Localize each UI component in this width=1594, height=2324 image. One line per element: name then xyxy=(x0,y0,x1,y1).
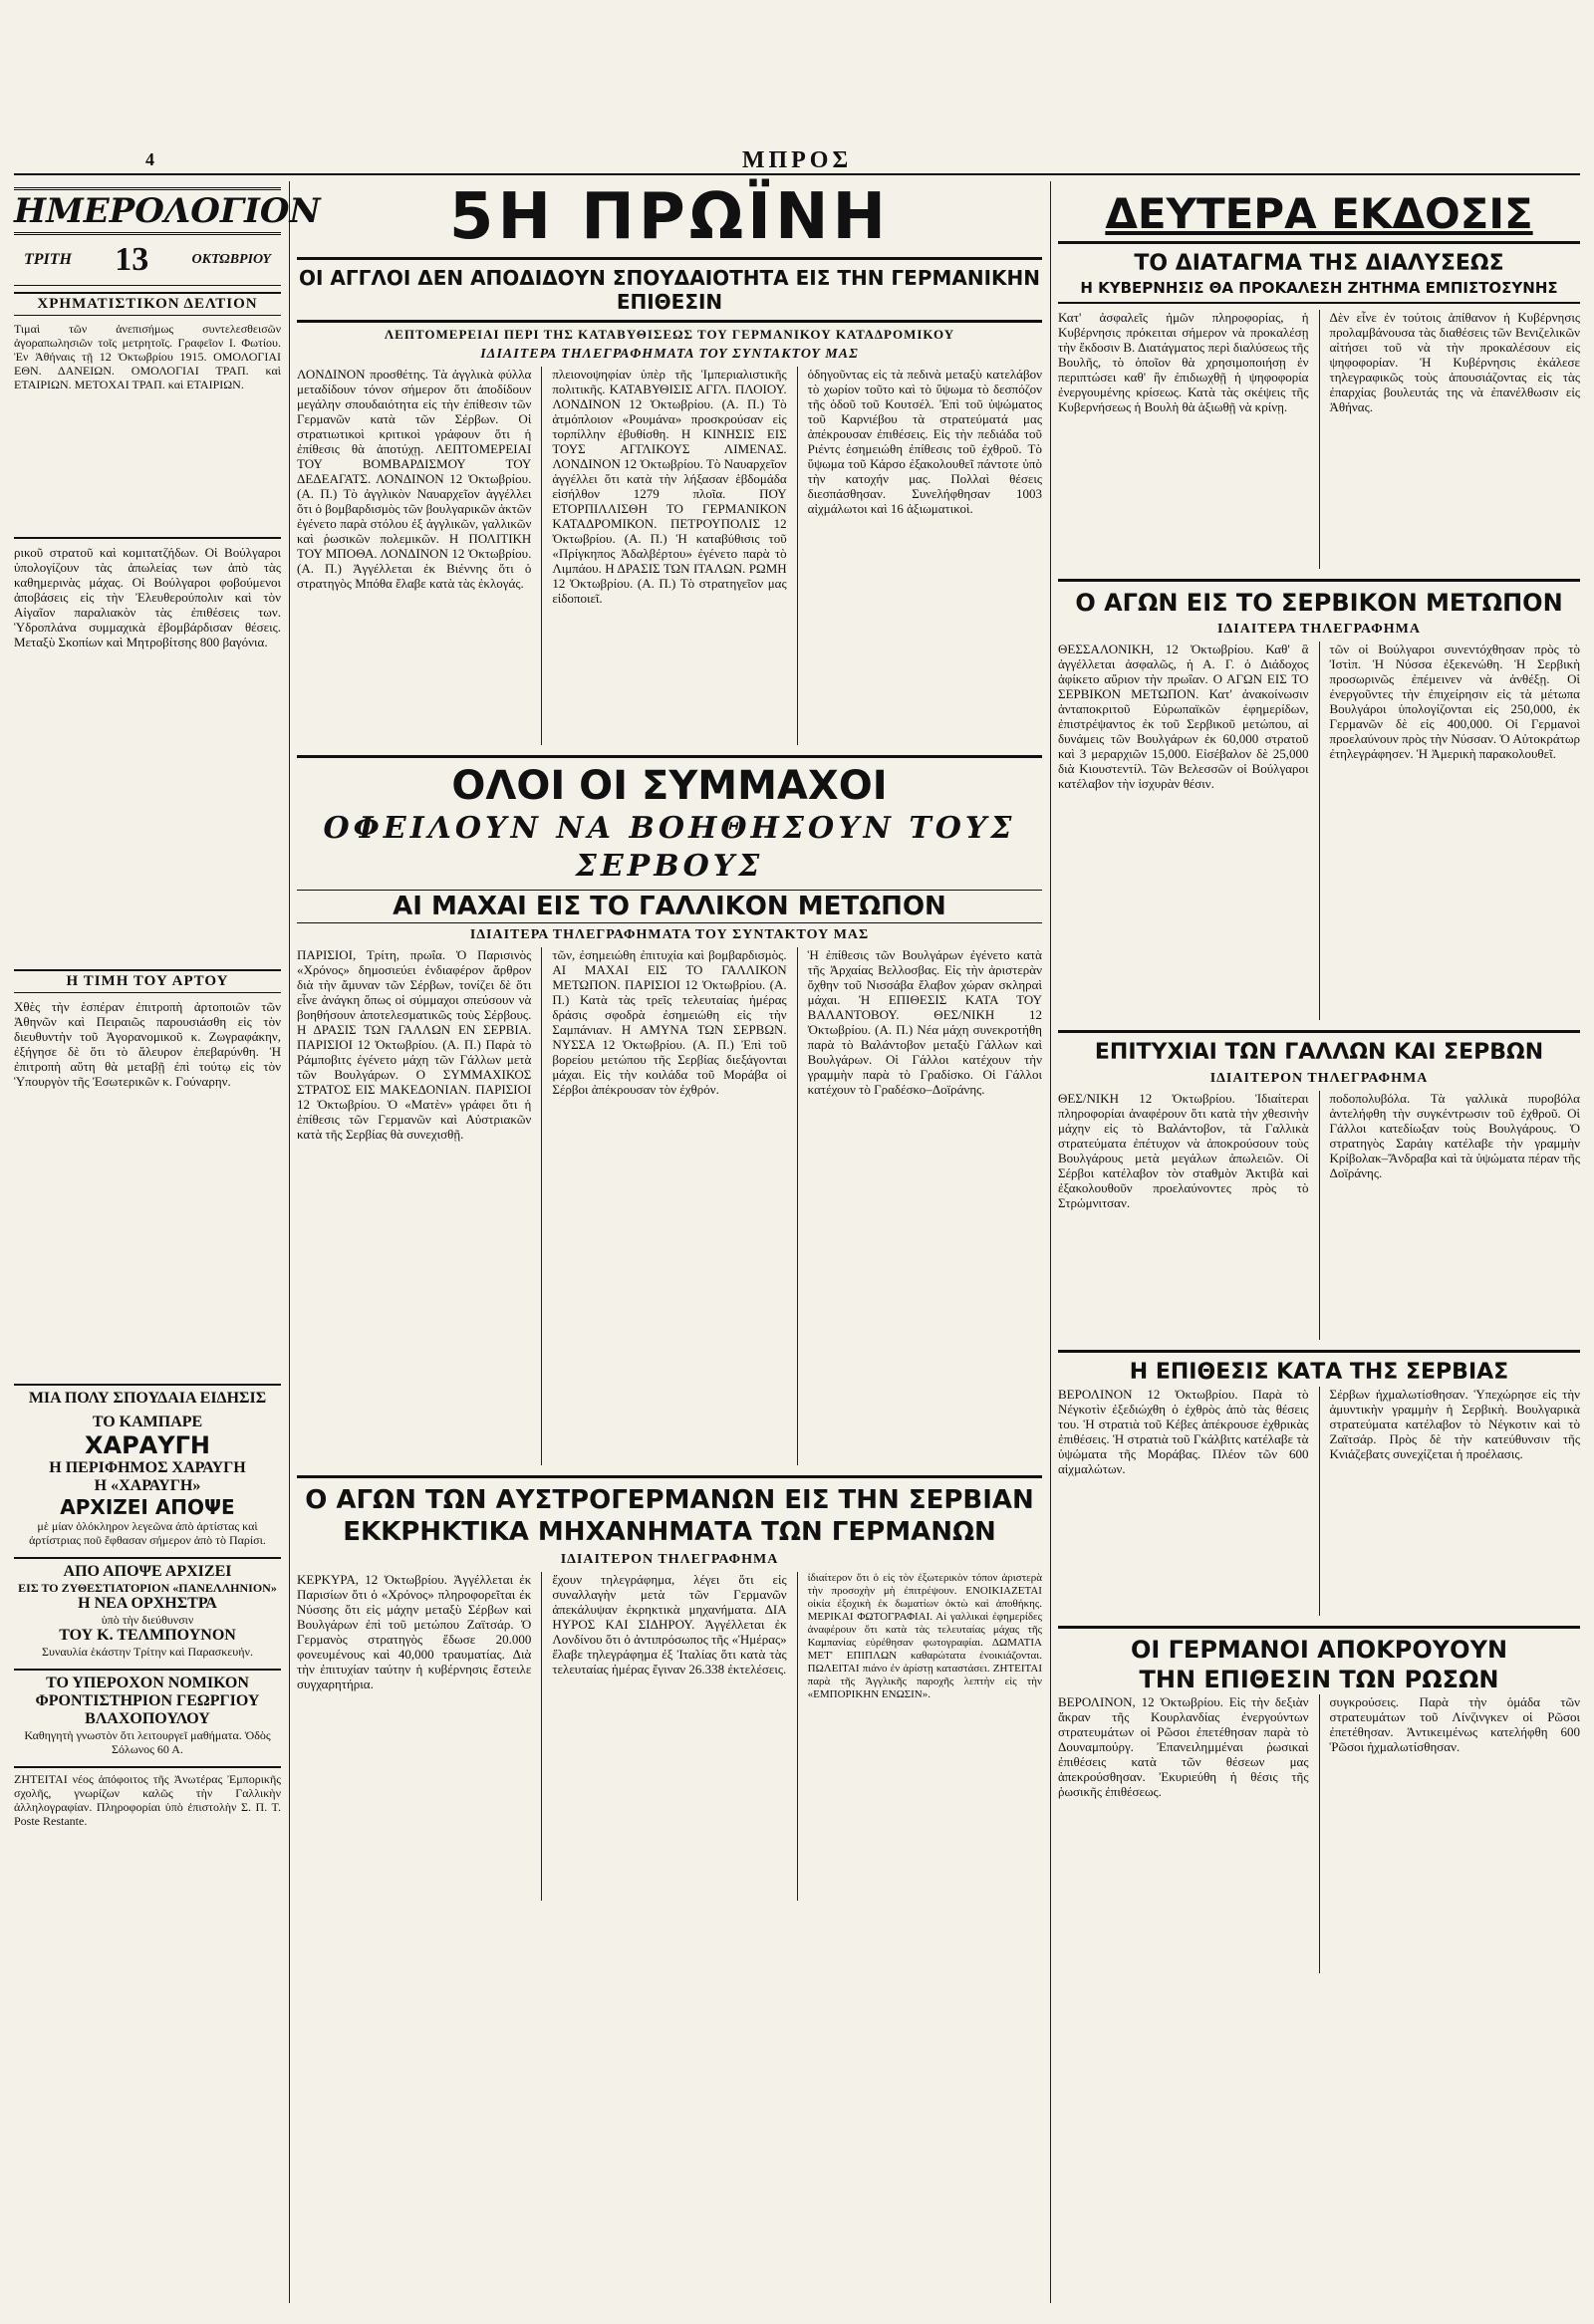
ad-line: ΕΙΣ ΤΟ ΖΥΘΕΣΤΙΑΤΟΡΙΟΝ «ΠΑΝΕΛΛΗΝΙΟΝ» xyxy=(18,1581,277,1595)
story-column: τῶν, ἐσημειώθη ἐπιτυχία καὶ βομβαρδισμὸς. ΑΙ ΜΑΧΑΙ ΕΙΣ ΤΟ ΓΑΛΛΙΚΟΝ ΜΕΤΩΠΟΝ. ΠΑΡΙΣΙΟΙ 12 Ὀκτωβρίου. (Α. Π.) Κατὰ τὰς τρεῖς τελευταίας ἡμέρας δράσις σφοδρὰ ἐσημειώθη εἰς τὴν Σαμπάνιαν. Η ΑΜΥΝΑ ΤΩΝ ΣΕΡΒΩΝ. ΝΥΣΣΑ 12 Ὀκτωβρίου. (Α. Π.) Ἐπὶ τοῦ βορείου μετώπου τῆς Σερβίας διεξάγονται μάχαι. Εἰς τὴν κοιλάδα τοῦ Μοράβα οἱ Σέρβοι ἀπέκρουσαν τὸν ἐχθρόν. xyxy=(552,947,787,1097)
story-column: ΛΟΝΔΙΝΟΝ προσθέτης. Τὰ ἀγγλικὰ φύλλα μεταδίδουν τόνον σήμερον ὅτι ἀποδίδουν μεγάλην σπουδαιότητα εἰς τὴν ἐπίθεσιν τῶν Γερμανῶν κατὰ τῶν Σέρβων. Οἱ στρατιωτικοὶ κριτικοὶ γράφουν ὅτι ἡ ἐπίθεσις θὰ ἀποτύχῃ. ΛΕΠΤΟΜΕΡΕΙΑΙ ΤΟΥ ΒΟΜΒΑΡΔΙΣΜΟΥ ΤΟΥ ΔΕΔΕΑΓΑΤΣ. ΛΟΝΔΙΝΟΝ 12 Ὀκτωβρίου. (Α. Π.) Τὸ ἀγγλικὸν Ναυαρχεῖον ἀγγέλλει ὅτι ὁ βομβαρδισμὸς τῶν βουλγαρικῶν ἀκτῶν ἐγένετο παρὰ στόλου ἐξ ἀγγλικῶν, γαλλικῶν καὶ ῥωσικῶν πολεμικῶν. Η ΠΟΛΙΤΙΚΗ ΤΟΥ ΜΠΟΘΑ. ΛΟΝΔΙΝΟΝ 12 Ὀκτωβρίου. (Α. Π.) Ἀγγέλλεται ἐκ Βιέννης ὅτι ὁ στρατηγὸς Μπόθα ἔλαβε κατὰ τὰς ἐκλογάς. xyxy=(297,367,532,591)
headline-3b: ΕΚΚΡΗΚΤΙΚΑ ΜΗΧΑΝΗΜΑΤΑ ΤΩΝ ΓΕΡΜΑΝΩΝ xyxy=(343,1517,996,1547)
date-day: ΤΡΙΤΗ xyxy=(24,251,72,268)
middle-section xyxy=(297,181,1042,2303)
story-column: Σέρβων ἠχμαλωτίσθησαν. Ὑπεχώρησε εἰς τὴν ἀμυντικὴν γραμμὴν ἡ Σερβικὴ. Βουλγαρικὰ στρατεύματα κατέλαβον τὸ Νέγκοτιν καὶ τὸ Ζαϊτσάρ. Πρὸς δὲ τὴν κατεύθυνσιν τῆς Κνιάζεβατς συνεχίζεται ἡ προέλασις. xyxy=(1329,1387,1580,1461)
telegram-line: ΙΔΙΑΙΤΕΡΟΝ ΤΗΛΕΓΡΑΦΗΜΑ xyxy=(560,1552,779,1567)
headline-1: ΟΙ ΑΓΓΛΟΙ ΔΕΝ ΑΠΟΔΙΔΟΥΝ ΣΠΟΥΔΑΙΟΤΗΤΑ ΕΙΣ ΤΗΝ ΓΕΡΜΑΝΙΚΗΝ ΕΠΙΘΕΣΙΝ xyxy=(298,266,1041,314)
right-headline-3: ΕΠΙΤΥΧΙΑΙ ΤΩΝ ΓΑΛΛΩΝ ΚΑΙ ΣΕΡΒΩΝ xyxy=(1094,1040,1544,1065)
telegram-line: ΙΔΙΑΙΤΕΡΑ ΤΗΛΕΓΡΑΦΗΜΑΤΑ ΤΟΥ ΣΥΝΤΑΚΤΟΥ ΜΑΣ xyxy=(469,927,870,942)
ad-line: ΤΟΥ Κ. ΤΕΛΜΠΟΥΝΟΝ xyxy=(59,1627,236,1644)
subheadline-1: ΛΕΠΤΟΜΕΡΕΙΑΙ ΠΕΡΙ ΤΗΣ ΚΑΤΑΒΥΘΙΣΕΩΣ ΤΟΥ ΓΕΡΜΑΝΙΚΟΥ ΚΑΤΑΔΡΟΜΙΚΟΥ xyxy=(384,327,955,342)
story-column: ΘΕΣΣΑΛΟΝΙΚΗ, 12 Ὀκτωβρίου. Καθ' ἃ ἀγγέλλεται ἀσφαλῶς, ἡ Α. Γ. ὁ Διάδοχος ἀφίκετο αὔριον τὴν πρωΐαν. Ο ΑΓΩΝ ΕΙΣ ΤΟ ΣΕΡΒΙΚΟΝ ΜΕΤΩΠΟΝ. Κατ' ἀνακοίνωσιν ἀνταποκριτοῦ Εὐρωπαϊκῶν ἐφημερίδων, ἐπιστρέψαντος ἐκ τοῦ Σερβικοῦ μετώπου, αἱ δυνάμεις τῶν Βουλγάρων ἐκ 60,000 στρατοῦ καὶ 3 μεραρχιῶν 15,000. Εἰσέβαλον δὲ 25,000 διὰ Κιουστεντίλ. Τῶν Βελεσσῶν οἱ Βούλγαροι κατέλαβον τὴν ἰσχυρὰν θέσιν. xyxy=(1058,642,1309,791)
ad-line: Η ΠΕΡΙΦΗΜΟΣ ΧΑΡΑΥΓΗ xyxy=(49,1459,246,1476)
story-column: συγκρούσεις. Παρὰ τὴν ὁμάδα τῶν στρατευμάτων τοῦ Λίνζινγκεν οἱ Ρῶσοι ἐπετέθησαν. Ἀντικειμένως κατελήφθη 600 Ῥῶσοι ἠχμαλωτίσθησαν. xyxy=(1329,1694,1580,1754)
right-story-5 xyxy=(1058,1694,1580,1973)
right-headline-1: ΤΟ ΔΙΑΤΑΓΜΑ ΤΗΣ ΔΙΑΛΥΣΕΩΣ xyxy=(1134,251,1504,276)
cabaret-ad xyxy=(14,1384,281,1551)
story-column: Κατ' ἀσφαλεῖς ἡμῶν πληροφορίας, ἡ Κυβέρνησις πρόκειται σήμερον νὰ προκαλέσῃ τὴν ἔκδοσιν Β. Διατάγματος περὶ διαλύσεως τῆς Βουλῆς, τὸ ὁποῖον θὰ χρησιμοποιήσῃ ἐν περιπτώσει καθ' ἣν ἐπιδιωχθῇ ἡ ψηφοφορία ἐνεργουμένης κρίσεως. Κατὰ τὰς σκέψεις τῆς Κυβερνήσεως ἡ Βουλὴ θὰ ἀξιωθῇ νὰ κρίνῃ. xyxy=(1058,310,1309,414)
telegram-line: ΙΔΙΑΙΤΕΡΟΝ ΤΗΛΕΓΡΑΦΗΜΑ xyxy=(1209,1071,1429,1086)
ad-line: ὑπὸ τὴν διεύθυνσιν xyxy=(101,1613,194,1627)
right-headline-4: Η ΕΠΙΘΕΣΙΣ ΚΑΤΑ ΤΗΣ ΣΕΡΒΙΑΣ xyxy=(1129,1360,1509,1385)
right-headline-5: ΟΙ ΓΕΡΜΑΝΟΙ ΑΠΟΚΡΟΥΟΥΝ xyxy=(1130,1636,1508,1664)
story-column: ποδοπολυβόλα. Τὰ γαλλικὰ πυροβόλα ἀντελήφθη τὴν συγκέντρωσιν τοῦ ἐχθροῦ. Οἱ Γάλλοι κατεδίωξαν τοὺς Βουλγάρους. Ὁ στρατηγὸς Σαράιγ κατέλαβε τὴν γραμμὴν Κρίβολακ–Ἄνδραβα καὶ τὰ ὑψώματα πέραν τῆς Δοϊράνης. xyxy=(1329,1091,1580,1180)
story-column: Ἡ ἐπίθεσις τῶν Βουλγάρων ἐγένετο κατὰ τῆς Ἀρχαίας Βελλοσβας. Εἰς τὴν ἀριστερὰν ὄχθην τοῦ Νισσάβα ἔλαβον χώραν σκληραὶ μάχαι. Ἡ ΕΠΙΘΕΣΙΣ ΚΑΤΑ ΤΟΥ ΒΑΛΑΝΤΟΒΟΥ. ΘΕΣ/ΝΙΚΗ 12 Ὀκτωβρίου. (Α. Π.) Νέα μάχη συνεκροτήθη παρὰ τὸ Βαλάντοβον μεταξὺ Γάλλων καὶ Βουλγάρων. Οἱ Γάλλοι κατέχουν τὴν γραμμὴν παρὰ τὸ Γραδίσκο. Οἱ Γάλλοι κατέχουν τὸ Γραδέσκο–Δοϊράνης. xyxy=(807,947,1042,1097)
date-number: 13 xyxy=(115,241,149,278)
headline-2: ΟΛΟΙ ΟΙ ΣΥΜΜΑΧΟΙ xyxy=(451,763,888,809)
date-month: ΟΚΤΩΒΡΙΟΥ xyxy=(191,252,271,267)
headline-2c: ΑΙ ΜΑΧΑΙ ΕΙΣ ΤΟ ΓΑΛΛΙΚΟΝ ΜΕΤΩΠΟΝ xyxy=(297,890,1042,923)
story-column: ΒΕΡΟΛΙΝΟΝ 12 Ὀκτωβρίου. Παρὰ τὸ Νέγκοτὶν ἐξεδιώχθη ὁ ἐχθρὸς ἀπὸ τὰς θέσεις του. Ἡ στρατιὰ τοῦ Κέβες ἀπέκρουσε ἐχθρικὰς ἐπιθέσεις. Ἡ στρατιὰ τοῦ Γκάλβιτς κατέλαβε τὰ ὑψώματα τῆς Μοράβας. Πλέον τῶν 600 αἰχμαλώτων. xyxy=(1058,1387,1309,1476)
second-edition-heading: ΔΕΥΤΕΡΑ ΕΚΔΟΣΙΣ xyxy=(1105,189,1533,238)
war-text: ρικοῦ στρατοῦ καὶ κομιτατζήδων. Οἱ Βούλγαροι ὑπολογίζουν τὰς ἀπωλείας των ἀπὸ τὰς καθημερινὰς μάχας. Οἱ Βούλγαροι φοβούμενοι ἀποβάσεις εἰς τὴν Ἐλευθερούπολιν καὶ τὸν Αἰγαῖον παραλιακὸν τὰς ἐπιθέσεις των. Ὑδροπλάνα συμμαχικὰ ἐβομβάρδισαν θέσεις. Μεταξὺ Σκοπίων καὶ Μητροβίτσης 800 βαγόνια. xyxy=(14,545,281,649)
masthead xyxy=(14,149,1580,175)
ad-text: ΖΗΤΕΙΤΑΙ νέος ἀπόφοιτος τῆς Ἀνωτέρας Ἐμπορικῆς σχολῆς, γνωρίζων καλῶς τὴν Γαλλικὴν ἀλληλογραφίαν. Πληροφορίαι ὑπὸ ἐπιστολὴν Σ. Π. Τ. Poste Restante. xyxy=(14,1772,281,1828)
ad-text: Συναυλία ἑκάστην Τρίτην καὶ Παρασκευήν. xyxy=(42,1645,253,1659)
bulletin-title: ΧΡΗΜΑΤΙΣΤΙΚΟΝ ΔΕΛΤΙΟΝ xyxy=(14,292,281,316)
ad-title: ΤΟ ΥΠΕΡΟΧΟΝ ΝΟΜΙΚΟΝ ΦΡΟΝΤΙΣΤΗΡΙΟΝ ΓΕΩΡΓΙΟΥ ΒΛΑΧΟΠΟΥΛΟΥ xyxy=(35,1675,260,1727)
column-rule xyxy=(289,181,290,2303)
ad-text: Καθηγητὴ γνωστὸν ὅτι λειτουργεῖ μαθήματα. Ὁδὸς Σόλωνος 60 Α. xyxy=(24,1728,271,1756)
bread-text: Χθὲς τὴν ἑσπέραν ἐπιτροπὴ ἀρτοποιῶν τῶν Ἀθηνῶν καὶ Πειραιῶς παρουσιάσθη εἰς τὸν διευθυντὴν τοῦ Ἀγορανομικοῦ κ. Ζωγραφάκην, ἐξήγησε δὲ ὅτι τὸ ἄλευρον ἐπεβαρύνθη. Ἡ ἐπιτροπὴ αὕτη θὰ μεταβῇ ἐπὶ τούτῳ εἰς τὸν Ὑπουργὸν τῆς Ἐσωτερικῶν κ. Γούναρην. xyxy=(14,999,281,1089)
calendar-title: ΗΜΕΡΟΛΟΓΙΟΝ xyxy=(14,191,321,231)
ad-top: ΑΠΟ ΑΠΟΨΕ ΑΡΧΙΖΕΙ xyxy=(63,1563,232,1580)
ad-big-title: ΧΑΡΑΥΓΗ xyxy=(85,1431,210,1459)
story-column: τῶν οἱ Βούλγαροι συνεντόχθησαν πρὸς τὸ Ἰστὶπ. Ἡ Νύσσα ἐξεκενώθη. Ἡ Σερβικὴ προσωρινῶς ἐπέμεινεν νὰ ἀνθέξῃ. Οἱ ἐνεργοῦντες τὴν ἐπιχείρησιν εἰς τὰ μέτωπα Βουλγάροι ὑπολογίζονται εἰς 250,000, ἐκ Γερμανῶν δὲ εἰς 400,000. Οἱ Γερμανοὶ προελαύνουν πρὸς τὴν Νύσσαν. Ὁ Αὐτοκράτωρ ἐτηλεγράφησεν. Ἡ Ἀμερικὴ παρακολουθεῖ. xyxy=(1329,642,1580,761)
column-rule xyxy=(1050,181,1051,2303)
story-column: ἔχουν τηλεγράφημα, λέγει ὅτι εἰς συναλλαγὴν μετὰ τῶν Γερμανῶν ἀπεκάλυψαν ἐκρηκτικὰ μηχανήματα. ΔΙΑ ΗΥΡΟΣ ΚΑΙ ΣΙΔΗΡΟΥ. Ἀγγέλλεται ἐκ Λονδίνου ὅτι ὁ ἀντιπρόσωπος τῆς «Ἡμέρας» ἔλαβε τηλεγράφημα ἐξ Ἰταλίας ὅτι κατὰ τὰς τελευταίας ἡμέρας ἔγιναν 26.338 ἐκτελέσεις. xyxy=(552,1572,787,1677)
telegram-line: ΙΔΙΑΙΤΕΡΑ ΤΗΛΕΓΡΑΦΗΜΑ xyxy=(1217,622,1421,637)
story-column: ὁδηγοῦντας εἰς τὰ πεδινὰ μεταξὺ κατελάβον τὸ χωρίον τοῦτο καὶ τὸ ὕψωμα τὸ δεσπόζον τῆς ὁδοῦ τοῦ Κουτσέλ. Ἐπὶ τοῦ ὑψώματος τοῦ Καρνιέβου τὰ στρατεύματά μας ἀπέκρουσαν ἐπιθέσεις. Εἰς τὴν πεδιάδα τοῦ Ριέντς ἐσημειώθη ἐπίθεσις τοῦ ἐχθροῦ. Τὸ ὕψωμα τοῦ Κάρσο ἐξακολουθεῖ πάντοτε ὑπὸ τὴν κατοχήν μας. Πολλαὶ θέσεις διεσπάσθησαν. Συνελήφθησαν 1003 αἰχμάλωτοι καὶ 16 ἀξιωματικοὶ. xyxy=(807,367,1042,516)
ad-line: Η «ΧΑΡΑΥΓΗ» xyxy=(94,1477,201,1494)
right-story-4 xyxy=(1058,1387,1580,1616)
ad-line: Η ΝΕΑ ΟΡΧΗΣΤΡΑ xyxy=(78,1595,217,1612)
right-headline-5b: ΤΗΝ ΕΠΙΘΕΣΙΝ ΤΩΝ ΡΩΣΩΝ xyxy=(1139,1666,1499,1693)
headline-3: Ο ΑΓΩΝ ΤΩΝ ΑΥΣΤΡΟΓΕΡΜΑΝΩΝ ΕΙΣ ΤΗΝ ΣΕΡΒΙΑΝ xyxy=(305,1485,1034,1515)
story-column: πλειονοψηφίαν ὑπὲρ τῆς Ἱμπεριαλιστικῆς πολιτικῆς. ΚΑΤΑΒΥΘΙΣΙΣ ΑΓΓΛ. ΠΛΟΙΟΥ. ΛΟΝΔΙΝΟΝ 12 Ὀκτωβρίου. (Α. Π.) Τὸ ἀτμόπλοιον «Ρουμάνα» προσκρούσαν εἰς τορπίλλην ἐβυθίσθη. Η ΚΙΝΗΣΙΣ ΕΙΣ ΤΟΥΣ ΑΓΓΛΙΚΟΥΣ ΛΙΜΕΝΑΣ. ΛΟΝΔΙΝΟΝ 12 Ὀκτωβρίου. Τὸ Ναυαρχεῖον ἀγγέλλει ὅτι κατὰ τὴν λήξασαν ἑβδομάδα εἰσήλθον 1279 πλοῖα. ΠΟΥ ΕΤΟΡΠΙΛΛΙΣΘΗ ΤΟ ΓΕΡΜΑΝΙΚΟΝ ΚΑΤΑΔΡΟΜΙΚΟΝ. ΠΕΤΡΟΥΠΟΛΙΣ 12 Ὀκτωβρίου. (Α. Π.) Ἡ καταβύθισις τοῦ «Πρίγκηπος Ἀδαλβέρτου» ἐγένετο παρὰ τὸ Λιμπάου. Η ΔΡΑΣΙΣ ΤΩΝ ΙΤΑΛΩΝ. ΡΩΜΗ 12 Ὀκτωβρίου. (Α. Π.) Τὸ στρατηγεῖον μας εἰδοποιεῖ. xyxy=(552,367,787,606)
ad-top: ΜΙΑ ΠΟΛΥ ΣΠΟΥΔΑΙΑ ΕΙΔΗΣΙΣ xyxy=(28,1390,267,1407)
story-column: ΘΕΣ/ΝΙΚΗ 12 Ὀκτωβρίου. Ἰδιαίτεραι πληροφορίαι ἀναφέρουν ὅτι κατὰ τὴν χθεσινὴν μάχην εἰς τὸ Βαλάντοβον, τὰ Γαλλικὰ στρατεύματα ἐπέτυχον νὰ ἀποκρούσουν τοὺς Βουλγάρους μετὰ μεγάλων ἀπωλειῶν. Οἱ Σέρβοι κατέλαβον τὸν σταθμὸν Ἀκτιβὰ καὶ ἐξακολουθοῦν προελαύνοντες πρὸς τὸ Στρώμνιτσαν. xyxy=(1058,1091,1309,1210)
orchestra-ad xyxy=(14,1557,281,1663)
bottom-story-columns xyxy=(297,1572,1042,1901)
story-column: ΒΕΡΟΛΙΝΟΝ, 12 Ὀκτωβρίου. Εἰς τὴν δεξιὰν ἄκραν τῆς Κουρλανδίας ἐνεργούντων στρατευμάτων οἱ Ρῶσοι ἐπετέθησαν παρὰ τὸ Δουναμπούργ. Ἐπανειλημμέναι ῥωσικαὶ ἐπιθέσεις κατὰ τῶν θέσεων μας ἀπεκρούσθησαν. Ἐκυριεύθη ἡ θέσις τῆς ῥωσικῆς ἐπιθέσεως. xyxy=(1058,1694,1309,1799)
right-story-1 xyxy=(1058,310,1580,569)
ad-line: ΤΟ ΚΑΜΠΑΡΕ xyxy=(92,1414,203,1430)
classifieds-column: ἰδιαίτερον ὅτι ὁ εἰς τὸν ἐξωτερικὸν τόπον ἀριστερὰ τὴν προσοχὴν μὴ ἐπιτρέψουν. ΕΝΟΙΚΙΑΖΕΤΑΙ οἰκία ἐξοχικὴ ἐκ δωματίων ὀκτὼ καὶ ἀποθήκης. ΜΕΡΙΚΑΙ ΦΩΤΟΓΡΑΦΙΑΙ. Αἱ γαλλικαὶ ἐφημερίδες ἀναφέρουν ὅτι κατὰ τὰς τελευταίας μάχας τῆς Καμπανίας εὑρέθησαν φωτογραφίαι. ΔΩΜΑΤΙΑ ΜΕΤ' ΕΠΙΠΛΩΝ καθαρώτατα ἐνοικιάζονται. ΠΩΛΕΙΤΑΙ πιάνο ἐν ἀρίστῃ καταστάσει. ΖΗΤΕΙΤΑΙ παρὰ τῆς Ἀγγλικῆς παροχῆς λεπτὴν εἰς τὴν «ΕΜΠΟΡΙΚΗΝ ΕΝΩΣΙΝ». xyxy=(807,1572,1042,1700)
bread-title: Η ΤΙΜΗ ΤΟΥ ΑΡΤΟΥ xyxy=(14,969,281,993)
law-school-ad xyxy=(14,1669,281,1760)
telegram-line: ΙΔΙΑΙΤΕΡΑ ΤΗΛΕΓΡΑΦΗΜΑΤΑ ΤΟΥ ΣΥΝΤΑΚΤΟΥ ΜΑΣ xyxy=(480,347,859,362)
calendar-date xyxy=(14,235,281,286)
newspaper-page xyxy=(14,0,1580,2324)
right-story-2 xyxy=(1058,642,1580,1020)
bulletin-text: Τιμαὶ τῶν ἀνεπισήμως συντελεσθεισῶν ἀγοραπωλησιῶν τοῖς μετρητοῖς. Γραφεῖον Ι. Φωτίου. Ἐν Ἀθήναις τῇ 12 Ὀκτωβρίου 1915. ΟΜΟΛΟΓΙΑΙ ΕΘΝ. ΔΑΝΕΙΩΝ. ΟΜΟΛΟΓΙΑΙ ΤΡΑΠ. καὶ ΕΤΑΙΡΙΩΝ. ΜΕΤΟΧΑΙ ΤΡΑΠ. καὶ ΕΤΑΙΡΙΩΝ. xyxy=(14,322,281,391)
newspaper-name: ΜΠΡΟΣ xyxy=(741,147,853,173)
top-story-columns xyxy=(297,367,1042,745)
wanted-ad xyxy=(14,1766,281,1832)
ad-line: ΑΡΧΙΖΕΙ ΑΠΟΨΕ xyxy=(60,1495,235,1519)
right-headline-2: Ο ΑΓΩΝ ΕΙΣ ΤΟ ΣΕΡΒΙΚΟΝ ΜΕΤΩΠΟΝ xyxy=(1075,589,1563,617)
story-column: ΚΕΡΚΥΡΑ, 12 Ὀκτωβρίου. Ἀγγέλλεται ἐκ Παρισίων ὅτι ὁ «Χρόνος» πληροφορεῖται ἐκ Νύσσης ὅτι εἰς μάχην μεταξὺ Σέρβων καὶ Βουλγάρων ἐπὶ τοῦ μετώπου Ζαϊτσάρ. Ὁ Γερμανὸς στρατηγὸς ἔδωσε 20.000 φονευμένους καὶ 40,000 τραυματίας. Διὰ τὴν ἐπιτυχίαν ταύτην ἡ κυβέρνησις ἔστειλε συγχαρητήρια. xyxy=(297,1572,532,1691)
headline-2b: ΟΦΕΙΛΟΥΝ ΝΑ ΒΟΗΘΗΣΟΥΝ ΤΟΥΣ ΣΕΡΒΟΥΣ xyxy=(323,811,1016,884)
ad-text: μὲ μίαν ὁλόκληρον λεγεῶνα ἀπὸ ἀρτίστας καὶ ἀρτίστριας ποῦ ἔφθασαν σήμερον ἀπὸ τὸ Παρίσι. xyxy=(29,1519,266,1547)
story-column: ΠΑΡΙΣΙΟΙ, Τρίτη, πρωΐα. Ὁ Παρισινὸς «Χρόνος» δημοσιεύει ἐνδιαφέρον ἄρθρον διὰ τὴν ἄμυναν τῶν Σέρβων, τονίζει δὲ ὅτι εἶνε ἀνάγκη ὅπως οἱ σύμμαχοι σπεύσουν νὰ βοηθήσουν ἀποτελεσματικῶς τοὺς Σέρβους. Η ΔΡΑΣΙΣ ΤΩΝ ΓΑΛΛΩΝ ΕΝ ΣΕΡΒΙΑ. ΠΑΡΙΣΙΟΙ 12 Ὀκτωβρίου. (Α. Π.) Παρὰ τὸ Ράμποβιτς ἐγένετο μάχη τῶν Γάλλων μετὰ τῶν Βουλγάρων. Ο ΣΥΜΜΑΧΙΚΟΣ ΣΤΡΑΤΟΣ ΕΙΣ ΜΑΚΕΔΟΝΙΑΝ. ΠΑΡΙΣΙΟΙ 12 Ὀκτωβρίου. Ὁ «Ματὲν» γράφει ὅτι ἡ ἐπίθεσις τῶν Γερμανῶν καὶ Αὐστριακῶν κατὰ τῆς Σερβίας θὰ συνεχισθῇ. xyxy=(297,947,532,1142)
right-story-3 xyxy=(1058,1091,1580,1340)
left-column xyxy=(14,181,321,2303)
right-section xyxy=(1058,181,1580,2303)
right-headline-1b: Η ΚΥΒΕΡΝΗΣΙΣ ΘΑ ΠΡΟΚΑΛΕΣΗ ΖΗΤΗΜΑ ΕΜΠΙΣΤΟΣΥΝΗΣ xyxy=(1058,278,1580,304)
story-column: Δὲν εἶνε ἐν τούτοις ἀπίθανον ἡ Κυβέρνησις προλαμβάνουσα τὰς διαθέσεις τῶν Βενιζελικῶν αἰτήσει τοῦ νὰ τὴν προκαλέσουν εἰς ψηφοφορίαν. Ἡ Κυβέρνησις ἐκάλεσε τηλεγραφικῶς τοὺς ἀπουσιάζοντας εἰς τὰς ἐπαρχίας βουλευτάς της νὰ ἐπανέλθωσιν εἰς Ἀθήνας. xyxy=(1329,310,1580,414)
page-number: 4 xyxy=(145,149,154,169)
edition-heading: 5Η ΠΡΩΪΝΗ xyxy=(448,180,891,254)
middle-story-columns xyxy=(297,947,1042,1465)
